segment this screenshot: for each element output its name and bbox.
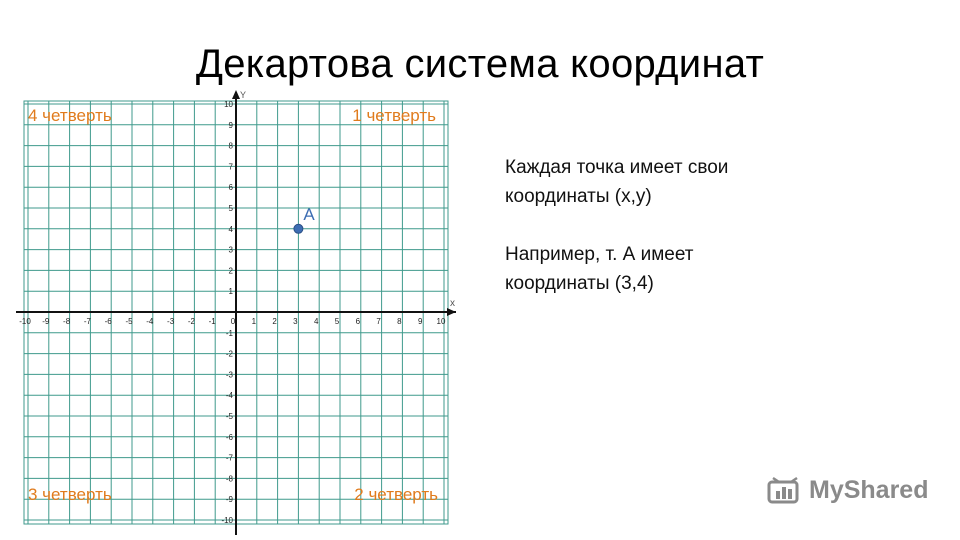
y-tick-label: 3 [228,245,233,255]
y-tick-label: -6 [225,432,233,442]
point-a-label: A [303,204,315,224]
y-tick-label: -9 [225,495,233,505]
y-tick-label: -3 [225,370,233,380]
point-a-marker [294,224,303,233]
x-tick-label: 6 [355,317,361,326]
x-axis-arrow [447,308,456,316]
y-tick-label: 8 [228,141,233,151]
x-tick-label: 1 [251,317,257,326]
x-tick-label: 5 [334,317,340,326]
chart-logo-icon [767,474,803,506]
x-tick-label: -3 [167,317,175,326]
y-tick-label: 9 [228,120,233,130]
y-tick-label: 2 [228,266,233,276]
y-tick-label: -2 [225,349,233,359]
x-tick-label: 2 [272,317,277,326]
slide-title: Декартова система координат [195,42,765,86]
explanation-line-4: координаты (3,4) [505,273,654,294]
x-tick-label: -4 [146,317,154,326]
y-tick-label: 5 [228,204,233,213]
y-tick-label: 6 [228,183,233,193]
x-tick-label: -2 [187,317,195,326]
x-tick-label: -5 [125,317,133,326]
y-tick-label: -4 [225,391,233,401]
watermark [767,474,928,506]
x-tick-label: 9 [417,317,423,326]
x-tick-label: -10 [19,317,31,326]
y-tick-label: 1 [228,287,233,297]
quadrant-3-label: 3 четверть [28,485,112,504]
x-axis-label: x [450,298,455,309]
y-tick-label: 7 [228,162,233,172]
x-tick-label: -7 [83,317,91,326]
y-tick-label: -10 [221,516,233,525]
y-axis-label: Y [240,90,247,100]
quadrant-1-label: 1 четверть [352,106,436,125]
y-tick-label: -1 [225,328,233,338]
x-tick-label: 7 [376,317,381,326]
x-tick-label: 10 [436,317,446,326]
explanation-line-2: координаты (x,y) [505,186,652,207]
x-tick-label: 3 [293,317,298,326]
explanation-line-1: Каждая точка имеет свои [505,157,729,178]
x-tick-label: 8 [397,317,402,326]
x-tick-label: -9 [42,317,50,326]
quadrant-4-label: 4 четверть [28,106,112,125]
x-tick-label: 0 [230,317,236,326]
y-axis-arrow [232,90,240,99]
watermark-text: MyShared [809,475,929,504]
explanation-line-3: Например, т. А имеет [505,244,694,265]
y-tick-label: 10 [224,100,233,109]
axes [16,90,456,535]
y-tick-label: -8 [225,474,233,484]
y-tick-label: 4 [228,224,233,234]
x-tick-label: 4 [313,317,319,326]
explanation-text [505,153,835,298]
y-tick-label: -5 [225,412,233,421]
x-tick-label: -8 [63,317,71,326]
quadrant-2-label: 2 четверть [354,485,438,504]
y-tick-label: -7 [225,453,233,463]
x-tick-label: -1 [208,317,216,326]
x-tick-label: -6 [104,317,112,326]
